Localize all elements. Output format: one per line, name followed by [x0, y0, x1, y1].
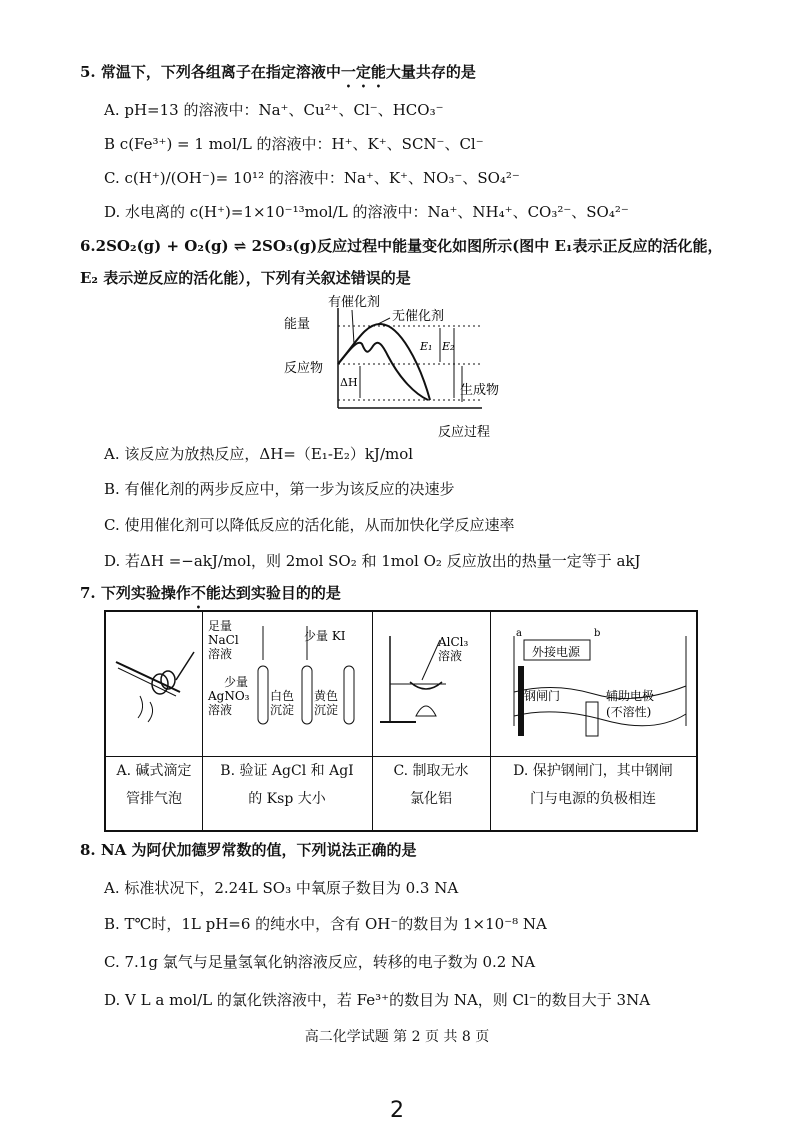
svg-text:溶液: 溶液	[208, 647, 233, 661]
burette-drawing	[110, 622, 198, 742]
q7-stem: 7. 下列实验操作不能达到实验目的的是	[80, 584, 341, 602]
page-footer: 高二化学试题 第 2 页 共 8 页	[304, 1029, 490, 1045]
label-xaxis: 反应过程	[438, 425, 491, 440]
evaporation-drawing	[376, 616, 486, 752]
label-nacl: 足量	[208, 619, 233, 633]
svg-text:NaCl: NaCl	[208, 633, 239, 647]
svg-text:AgNO₃: AgNO₃	[208, 689, 250, 703]
q5-option-b: B c(Fe³⁺) = 1 mol/L 的溶液中：H⁺、K⁺、SCN⁻、Cl⁻	[104, 135, 484, 153]
q8-option-a: A. 标准状况下，2.24L SO₃ 中氧原子数目为 0.3 NA	[104, 879, 459, 897]
page-number: 2	[390, 1098, 404, 1123]
experiment-table	[104, 610, 698, 832]
q5-option-d: D. 水电离的 c(H⁺)=1×10⁻¹³mol/L 的溶液中：Na⁺、NH₄⁺、CO₃²⁻、SO₄²⁻	[104, 203, 629, 221]
label-power: 外接电源	[532, 645, 581, 659]
q7-emphasis: 不	[190, 584, 206, 602]
q8-stem: 8. NA 为阿伏加德罗常数的值，下列说法正确的是	[80, 841, 417, 859]
q6-option-a: A. 该反应为放热反应，ΔH=（E₁-E₂）kJ/mol	[104, 445, 414, 463]
test-tube-drawing	[206, 616, 368, 752]
svg-text:溶液: 溶液	[438, 649, 463, 663]
q5-option-c: C. c(H⁺)/(OH⁻)= 10¹² 的溶液中：Na⁺、K⁺、NO₃⁻、SO₄²⁻	[104, 169, 520, 187]
label-energy: 能量	[284, 317, 311, 332]
q6-option-d: D. 若ΔH =−akJ/mol，则 2mol SO₂ 和 1mol O₂ 反应放出的热量一定等于 akJ	[104, 552, 641, 570]
label-gate: 钢闸门	[524, 689, 561, 703]
q6-option-b: B. 有催化剂的两步反应中，第一步为该反应的决速步	[104, 480, 455, 498]
q8-option-b: B. T℃时，1L pH=6 的纯水中，含有 OH⁻的数目为 1×10⁻⁸ NA	[104, 915, 547, 933]
label-catalyst: 有催化剂	[328, 295, 381, 310]
label-b: b	[594, 628, 601, 639]
svg-text:溶液: 溶液	[208, 703, 233, 717]
caption-b: B. 验证 AgCl 和 AgI 的 Ksp 大小	[202, 756, 372, 831]
q6-stem-line1: 6.2SO₂(g) + O₂(g) ⇌ 2SO₃(g)反应过程中能量变化如图所示(图中 E₁表示正反应的活化能，	[80, 237, 723, 255]
label-white: 白色	[270, 689, 295, 703]
caption-c: C. 制取无水 氯化铝	[372, 756, 490, 831]
q5-emphasis: 一定能	[340, 63, 386, 81]
q5-option-a: A. pH=13 的溶液中：Na⁺、Cu²⁺、Cl⁻、HCO₃⁻	[104, 101, 444, 119]
energy-diagram	[270, 294, 520, 444]
electrolysis-drawing	[494, 616, 692, 752]
label-alcl3: AlCl₃	[438, 635, 469, 649]
label-aux: 辅助电极	[606, 689, 655, 703]
label-e1: E₁	[420, 340, 433, 353]
q6-option-c: C. 使用催化剂可以降低反应的活化能，从而加快化学反应速率	[104, 516, 515, 534]
q8-option-d: D. V L a mol/L 的氯化铁溶液中，若 Fe³⁺的数目为 NA，则 Cl⁻的数目大于 3NA	[104, 991, 651, 1009]
label-agno3: 少量	[224, 675, 249, 689]
q6-stem-line2: E₂ 表示逆反应的活化能），下列有关叙述错误的是	[80, 269, 411, 287]
caption-d: D. 保护钢闸门，其中钢闸 门与电源的负极相连	[490, 756, 696, 831]
label-e2: E₂	[442, 340, 455, 353]
label-dh: ΔH	[340, 376, 358, 389]
svg-text:沉淀: 沉淀	[270, 703, 295, 717]
label-reactant: 反应物	[284, 361, 324, 376]
q5-stem: 5. 常温下，下列各组离子在指定溶液中一定能大量共存的是	[80, 63, 476, 81]
label-product: 生成物	[460, 383, 500, 398]
label-a: a	[516, 628, 522, 639]
label-no-catalyst: 无催化剂	[392, 309, 445, 324]
label-ki: 少量 KI	[304, 629, 346, 643]
label-yellow: 黄色	[314, 689, 339, 703]
q8-option-c: C. 7.1g 氯气与足量氢氧化钠溶液反应，转移的电子数为 0.2 NA	[104, 953, 536, 971]
svg-text:(不溶性): (不溶性)	[606, 705, 652, 719]
caption-a: A. 碱式滴定 管排气泡	[106, 756, 202, 831]
svg-text:沉淀: 沉淀	[314, 703, 339, 717]
